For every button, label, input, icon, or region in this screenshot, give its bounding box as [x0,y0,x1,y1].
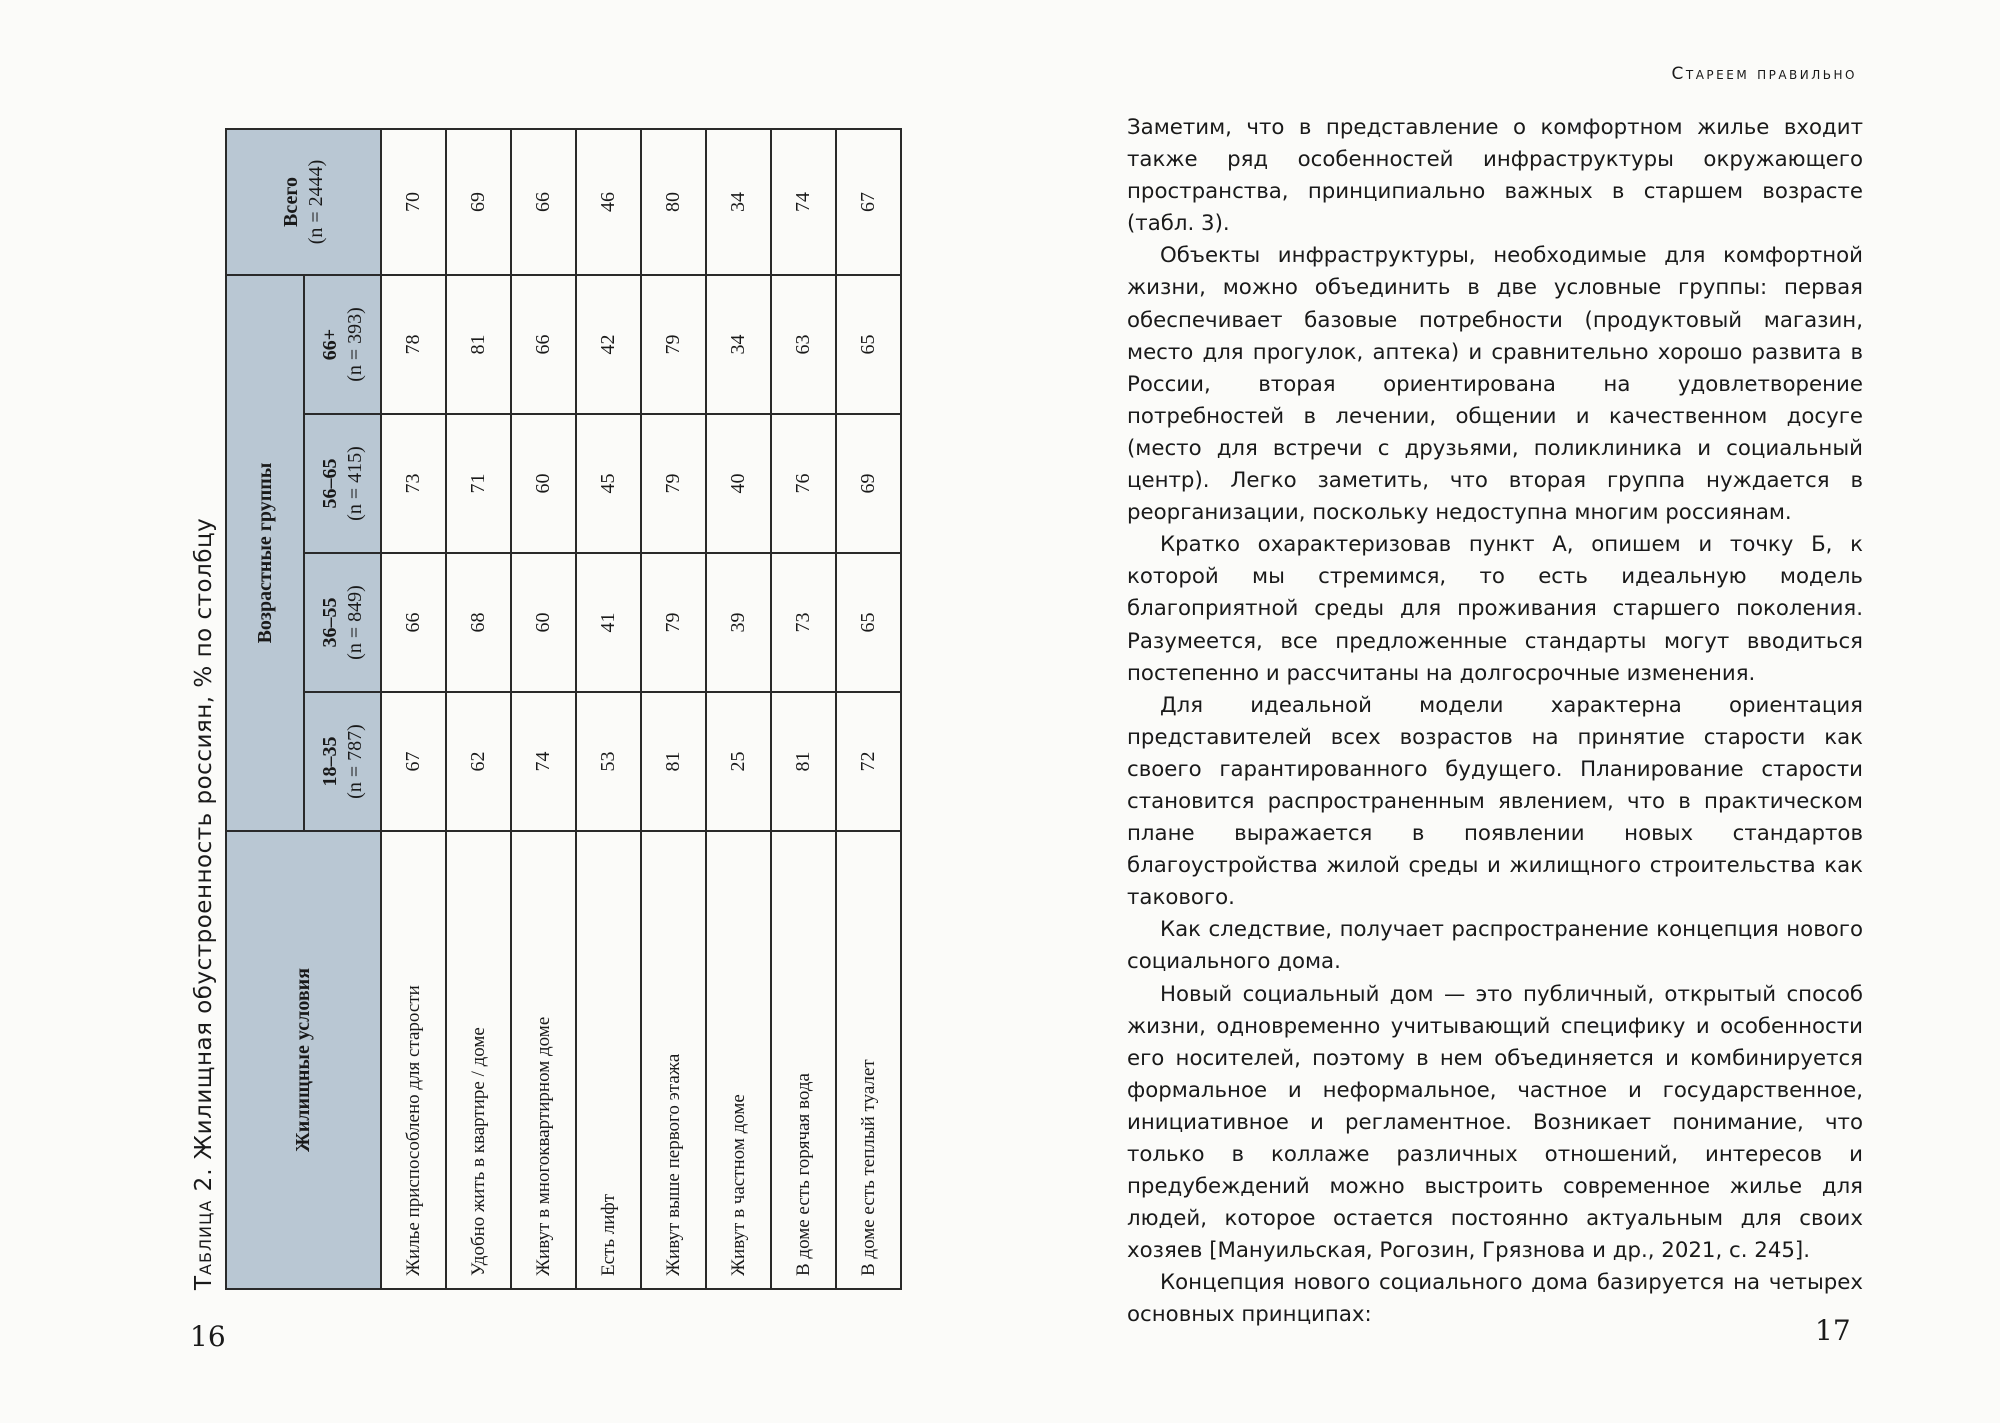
header-total-n: (n = 2444) [304,159,327,245]
table-row [641,129,706,1289]
header-group [304,553,381,692]
table-caption-label: Таблица 2. [191,1167,217,1290]
table-row [446,129,511,1289]
cell-value: 81 [446,275,511,414]
paragraph: Объекты инфраструктуры, необходимые для комфортной жизни, можно объединить в две условные группы: первая обеспечивает базовые потребности (продуктовый магазин, место для прогулок, аптека) и сравнительно хорошо развита в России, вторая ориентирована на удовлетворение потребностей в лечении, общении и качественном досуге (место для встречи с друзьями, поликлиника и социальный центр). Легко заметить, что вторая группа нуждается в реорганизации, поскольку недоступна многим россиянам. [1127,243,1863,526]
cell-value: 73 [381,414,446,553]
cell-value: 60 [511,414,576,553]
paragraph: Как следствие, получает распространение концепция нового социального дома. [1127,917,1863,975]
row-label: В доме есть горячая вода [771,831,836,1289]
cell-value: 79 [641,553,706,692]
housing-table [225,128,902,1290]
paragraph: Заметим, что в представление о комфортном жилье входит также ряд особенностей инфраструктуры окружающего пространства, принципиально важных в старшем возрасте (табл. 3). [1127,115,1863,237]
row-label: Есть лифт [576,831,641,1289]
header-group-label: 36–55 [318,597,341,648]
cell-value: 67 [836,129,901,275]
row-label: Жилье приспособлено для старости [381,831,446,1289]
paragraph: Концепция нового социального дома базируется на четырех основных принципах: [1127,1270,1863,1328]
table-row [836,129,901,1289]
row-label: В доме есть теплый туалет [836,831,901,1289]
cell-value: 66 [381,553,446,692]
cell-value: 74 [771,129,836,275]
header-group-n: (n = 849) [343,585,366,660]
cell-value: 34 [706,129,771,275]
cell-value: 78 [381,275,446,414]
cell-value: 69 [446,129,511,275]
cell-value: 25 [706,692,771,831]
header-group [304,275,381,414]
header-group-label: 56–65 [318,458,341,509]
header-group-label: 66+ [318,328,341,361]
paragraph: Кратко охарактеризовав пункт А, опишем и точку Б, к которой мы стремимся, то есть идеальную модель благоприятной среды для проживания старшего поколения. Разумеется, все предложенные стандарты могут вводиться постепенно и рассчитаны на долгосрочные изменения. [1127,532,1863,686]
header-age-groups: Возрастные группы [226,275,304,831]
cell-value: 60 [511,553,576,692]
table-row [381,129,446,1289]
cell-value: 81 [641,692,706,831]
header-group [304,692,381,831]
cell-value: 74 [511,692,576,831]
running-head: Стареем правильно [1671,64,1857,84]
right-page [1000,0,2000,1423]
cell-value: 66 [511,275,576,414]
paragraph: Для идеальной модели характерна ориентация представителей всех возрастов на принятие старости как своего гарантированного будущего. Планирование старости становится распространенным явлением, что в практическом плане выражается в появлении новых стандартов благоустройства жилой среды и жилищного строительства как такового. [1127,692,1863,911]
left-page-number: 16 [190,1320,226,1353]
row-label: Живут в частном доме [706,831,771,1289]
table-row [706,129,771,1289]
table-row [771,129,836,1289]
header-group [304,414,381,553]
right-page-number: 17 [1815,1314,1851,1347]
header-total-label: Всего [279,177,302,227]
row-label: Удобно жить в квартире / доме [446,831,511,1289]
header-group-label: 18–35 [318,736,341,787]
table-caption [185,518,223,1290]
cell-value: 39 [706,553,771,692]
table-row [576,129,641,1289]
cell-value: 42 [576,275,641,414]
cell-value: 53 [576,692,641,831]
cell-value: 70 [381,129,446,275]
table-row [511,129,576,1289]
cell-value: 65 [836,275,901,414]
cell-value: 80 [641,129,706,275]
header-group-n: (n = 787) [343,724,366,799]
row-label: Живут выше первого этажа [641,831,706,1289]
cell-value: 41 [576,553,641,692]
cell-value: 68 [446,553,511,692]
body-text [1127,112,1863,1332]
header-group-n: (n = 415) [343,446,366,521]
cell-value: 46 [576,129,641,275]
cell-value: 79 [641,414,706,553]
cell-value: 67 [381,692,446,831]
header-group-n: (n = 393) [343,307,366,382]
cell-value: 63 [771,275,836,414]
rotated-table-block [185,130,900,1290]
cell-value: 34 [706,275,771,414]
cell-value: 73 [771,553,836,692]
cell-value: 66 [511,129,576,275]
cell-value: 69 [836,414,901,553]
cell-value: 71 [446,414,511,553]
cell-value: 45 [576,414,641,553]
table-caption-text: Жилищная обустроенность россиян, % по столбцу [191,517,217,1168]
cell-value: 62 [446,692,511,831]
header-total [226,129,381,275]
cell-value: 81 [771,692,836,831]
paragraph: Новый социальный дом — это публичный, открытый способ жизни, одновременно учитывающий специфику и особенности его носителей, поэтому в нем объединяется и комбинируется формальное и неформальное, частное и государственное, инициативное и регламентное. Возникает понимание, что только в коллаже различных отношений, интересов и предубеждений можно выстроить современное жилье для людей, которое остается постоянно актуальным для своих хозяев [Мануильская, Рогозин, Грязнова и др., 2021, с. 245]. [1127,981,1863,1264]
cell-value: 76 [771,414,836,553]
cell-value: 65 [836,553,901,692]
row-label: Живут в многоквартирном доме [511,831,576,1289]
cell-value: 79 [641,275,706,414]
cell-value: 72 [836,692,901,831]
cell-value: 40 [706,414,771,553]
header-conditions: Жилищные условия [226,831,381,1289]
